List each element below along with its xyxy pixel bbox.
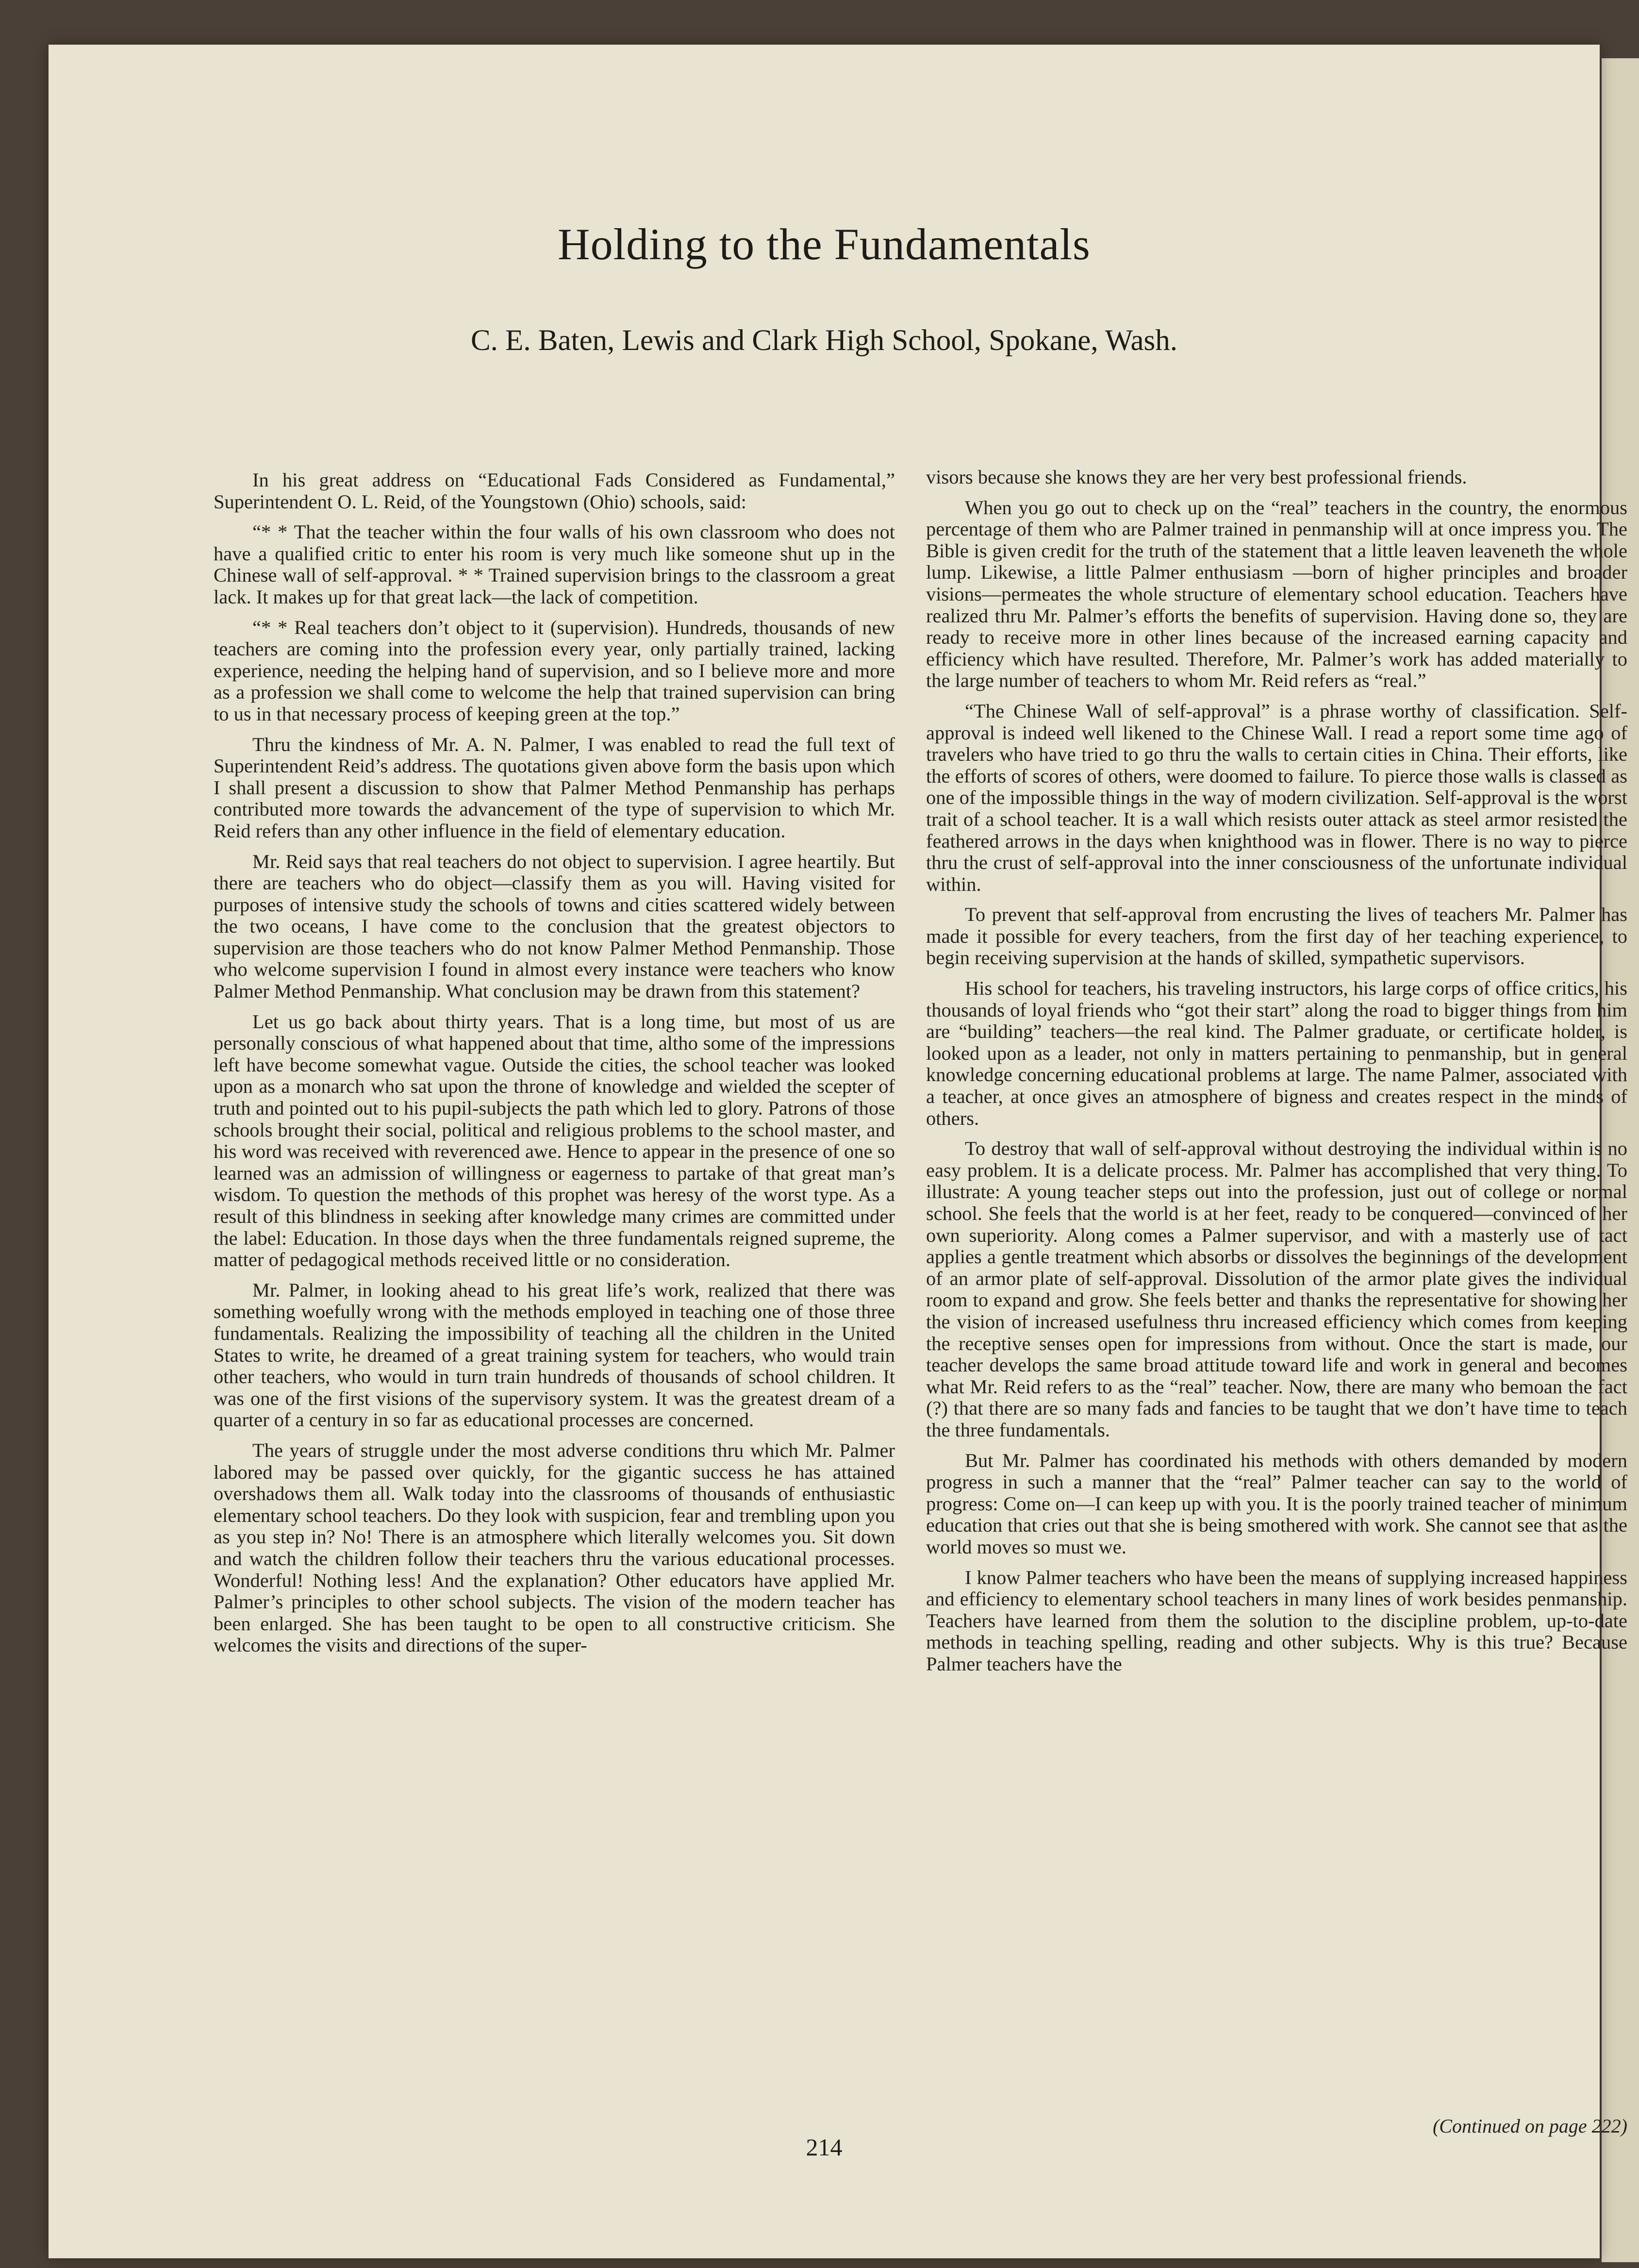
page-number: 214 xyxy=(806,2134,843,2161)
paragraph: “* * That the teacher within the four walls of his own classroom who does not have a qualified critic to enter his room is very much like someone shut up in the Chinese wall of self-approval. * * Trained supervision brings to the classroom a great lack. It makes up for that great lack—the lack of competition. xyxy=(214,521,895,608)
magazine-page xyxy=(49,45,1627,2258)
paragraph: visors because she knows they are her very best professional friends. xyxy=(926,466,1467,488)
paragraph: His school for teachers, his traveling instructors, his large corps of office critics, his thousands of loyal friends who “got their start” along the road to bigger things from him are “building” teachers—the real kind. The Palmer graduate, or certificate holder, is looked upon as a leader, not only in matters pertaining to penmanship, but in general knowledge concerning educational problems at large. The name Palmer, associated with a teacher, at once gives an atmosphere of bigness and creates respect in the minds of others. xyxy=(926,977,1627,1129)
paragraph: “* * Real teachers don’t object to it (supervision). Hundreds, thousands of new teachers are coming into the profession every year, only partially trained, lacking experience, needing the helping hand of supervision, and so I believe more and more as a profession we shall come to welcome the help that trained supervision can bring to us in that necessary process of keeping green at the top.” xyxy=(214,616,895,725)
paragraph: But Mr. Palmer has coordinated his methods with others demanded by modern progress in such a manner that the “real” Palmer teacher can say to the world of progress: Come on—I can keep up with you. It is the poorly trained teacher of minimum education that cries out that she is being smothered with work. She cannot see that as the world moves so must we. xyxy=(926,1449,1627,1558)
paragraph: When you go out to check up on the “real” teachers in the country, the enormous percentage of them who are Palmer trained in penmanship will at once impress you. The Bible is given credit for the truth of the statement that a little leaven leaveneth the whole lump. Likewise, a little Palmer enthusiasm —born of higher principles and broader visions—permeates the whole structure of elementary school education. Teachers have realized thru Mr. Palmer’s efforts the benefits of supervision. Having done so, they are ready to receive more in other lines because of the increased earning capacity and efficiency which have resulted. Therefore, Mr. Palmer’s work has added materially to the large number of teachers to whom Mr. Reid refers as “real.” xyxy=(926,496,1627,692)
paragraph: I know Palmer teachers who have been the means of supplying increased happiness and efficiency to elementary school teachers in many lines of work besides penmanship. Teachers have learned from them the solution to the discipline problem, up-to-date methods in teaching spelling, reading and other subjects. Why is this true? Because Palmer teachers have the xyxy=(926,1566,1627,1675)
paragraph: Let us go back about thirty years. That is a long time, but most of us are personally conscious of what happened about that time, altho some of the impressions left have become somewhat vague. Outside the cities, the school teacher was looked upon as a monarch who sat upon the throne of knowledge and wielded the scepter of truth and pointed out to his pupil-subjects the path which led to glory. Patrons of those schools brought their social, political and religious problems to the school master, and his word was received with reverenced awe. Hence to appear in the presence of one so learned was an admission of willingness or eagerness to partake of that great man’s wisdom. To question the methods of this prophet was heresy of the worst type. As a result of this blindness in seeking after knowledge many crimes are committed under the label: Education. In those days when the three fundamentals reigned supreme, the matter of pedagogical methods received little or no consideration. xyxy=(214,1010,895,1271)
article-byline: C. E. Baten, Lewis and Clark High School, Spokane, Wash. xyxy=(470,324,1178,357)
paragraph: In his great address on “Educational Fads Considered as Fundamental,” Superintendent O. L. Reid, of the Youngstown (Ohio) schools, said: xyxy=(214,469,895,513)
paragraph: Thru the kindness of Mr. A. N. Palmer, I was enabled to read the full text of Superintendent Reid’s address. The quotations given above form the basis upon which I shall present a discussion to show that Palmer Method Penmanship has perhaps contributed more towards the advancement of the type of supervision to which Mr. Reid refers than any other influence in the field of elementary education. xyxy=(214,733,895,842)
paragraph: Mr. Palmer, in looking ahead to his great life’s work, realized that there was something woefully wrong with the methods employed in teaching one of those three fundamentals. Realizing the impossibility of teaching all the children in the United States to write, he dreamed of a great training system for teachers, who would train other teachers, who would in turn train hundreds of thousands of school children. It was one of the first visions of the supervisory system. It was the greatest dream of a quarter of a century in so far as educational processes are concerned. xyxy=(214,1279,895,1431)
paragraph: To destroy that wall of self-approval without destroying the individual within is no easy problem. It is a delicate process. Mr. Palmer has accomplished that very thing. To illustrate: A young teacher steps out into the profession, just out of college or normal school. She feels that the world is at her feet, ready to be conquered—convinced of her own superiority. Along comes a Palmer supervisor, and with a masterly use of tact applies a gentle treatment which absorbs or dissolves the beginnings of the development of an armor plate of self-approval. Dissolution of the armor plate gives the individual room to expand and grow. She feels better and thanks the representative for showing her the vision of increased usefulness thru increased efficiency which comes from keeping the receptive senses open for impressions from without. Once the start is made, our teacher develops the same broad attitude toward life and work in general and becomes what Mr. Reid refers to as the “real” teacher. Now, there are many who bemoan the fact (?) that there are so many fads and fancies to be taught that we don’t have time to teach the three fundamentals. xyxy=(926,1137,1627,1441)
paragraph: To prevent that self-approval from encrusting the lives of teachers Mr. Palmer has made it possible for every teachers, from the first day of her teaching experience, to begin receiving supervision at the hands of skilled, sympathetic supervisors. xyxy=(926,903,1627,969)
article-title: Holding to the Fundamentals xyxy=(558,219,1091,269)
paragraph: Mr. Reid says that real teachers do not object to supervision. I agree heartily. But there are teachers who do object—classify them as you will. Having visited for purposes of intensive study the schools of towns and cities scattered widely between the two oceans, I have come to the conclusion that the greatest objectors to supervision are those teachers who do not know Palmer Method Penmanship. Those who welcome supervision I found in almost every instance were teachers who know Palmer Method Penmanship. What conclusion may be drawn from this statement? xyxy=(214,850,895,1002)
left-column xyxy=(214,469,895,1665)
right-column xyxy=(926,467,1627,1684)
continued-note: (Continued on page 222) xyxy=(1432,2115,1627,2137)
paragraph: “The Chinese Wall of self-approval” is a phrase worthy of classification. Self-approval is indeed well likened to the Chinese Wall. I read a report some time ago of travelers who have tried to go thru the walls to certain cities in China. Their efforts, like the efforts of scores of others, were doomed to failure. To pierce those walls is classed as one of the impossible things in the way of modern civilization. Self-approval is the worst trait of a school teacher. It is a wall which resists outer attack as steel armor resisted the feathered arrows in the days when knighthood was in flower. There is no way to pierce thru the crust of self-approval into the inner consciousness of the unfortunate individual within. xyxy=(926,700,1627,895)
paragraph: The years of struggle under the most adverse conditions thru which Mr. Palmer labored may be passed over quickly, for the gigantic success he has attained overshadows them all. Walk today into the classrooms of thousands of enthusiastic elementary school teachers. Do they look with suspicion, fear and trembling upon you as you step in? No! There is an atmosphere which literally welcomes you. Sit down and watch the children follow their teachers thru the various educational processes. Wonderful! Nothing less! And the explanation? Other educators have applied Mr. Palmer’s principles to other school subjects. The vision of the modern teacher has been enlarged. She has been taught to be open to all constructive criticism. She welcomes the visits and directions of the super- xyxy=(214,1439,895,1656)
